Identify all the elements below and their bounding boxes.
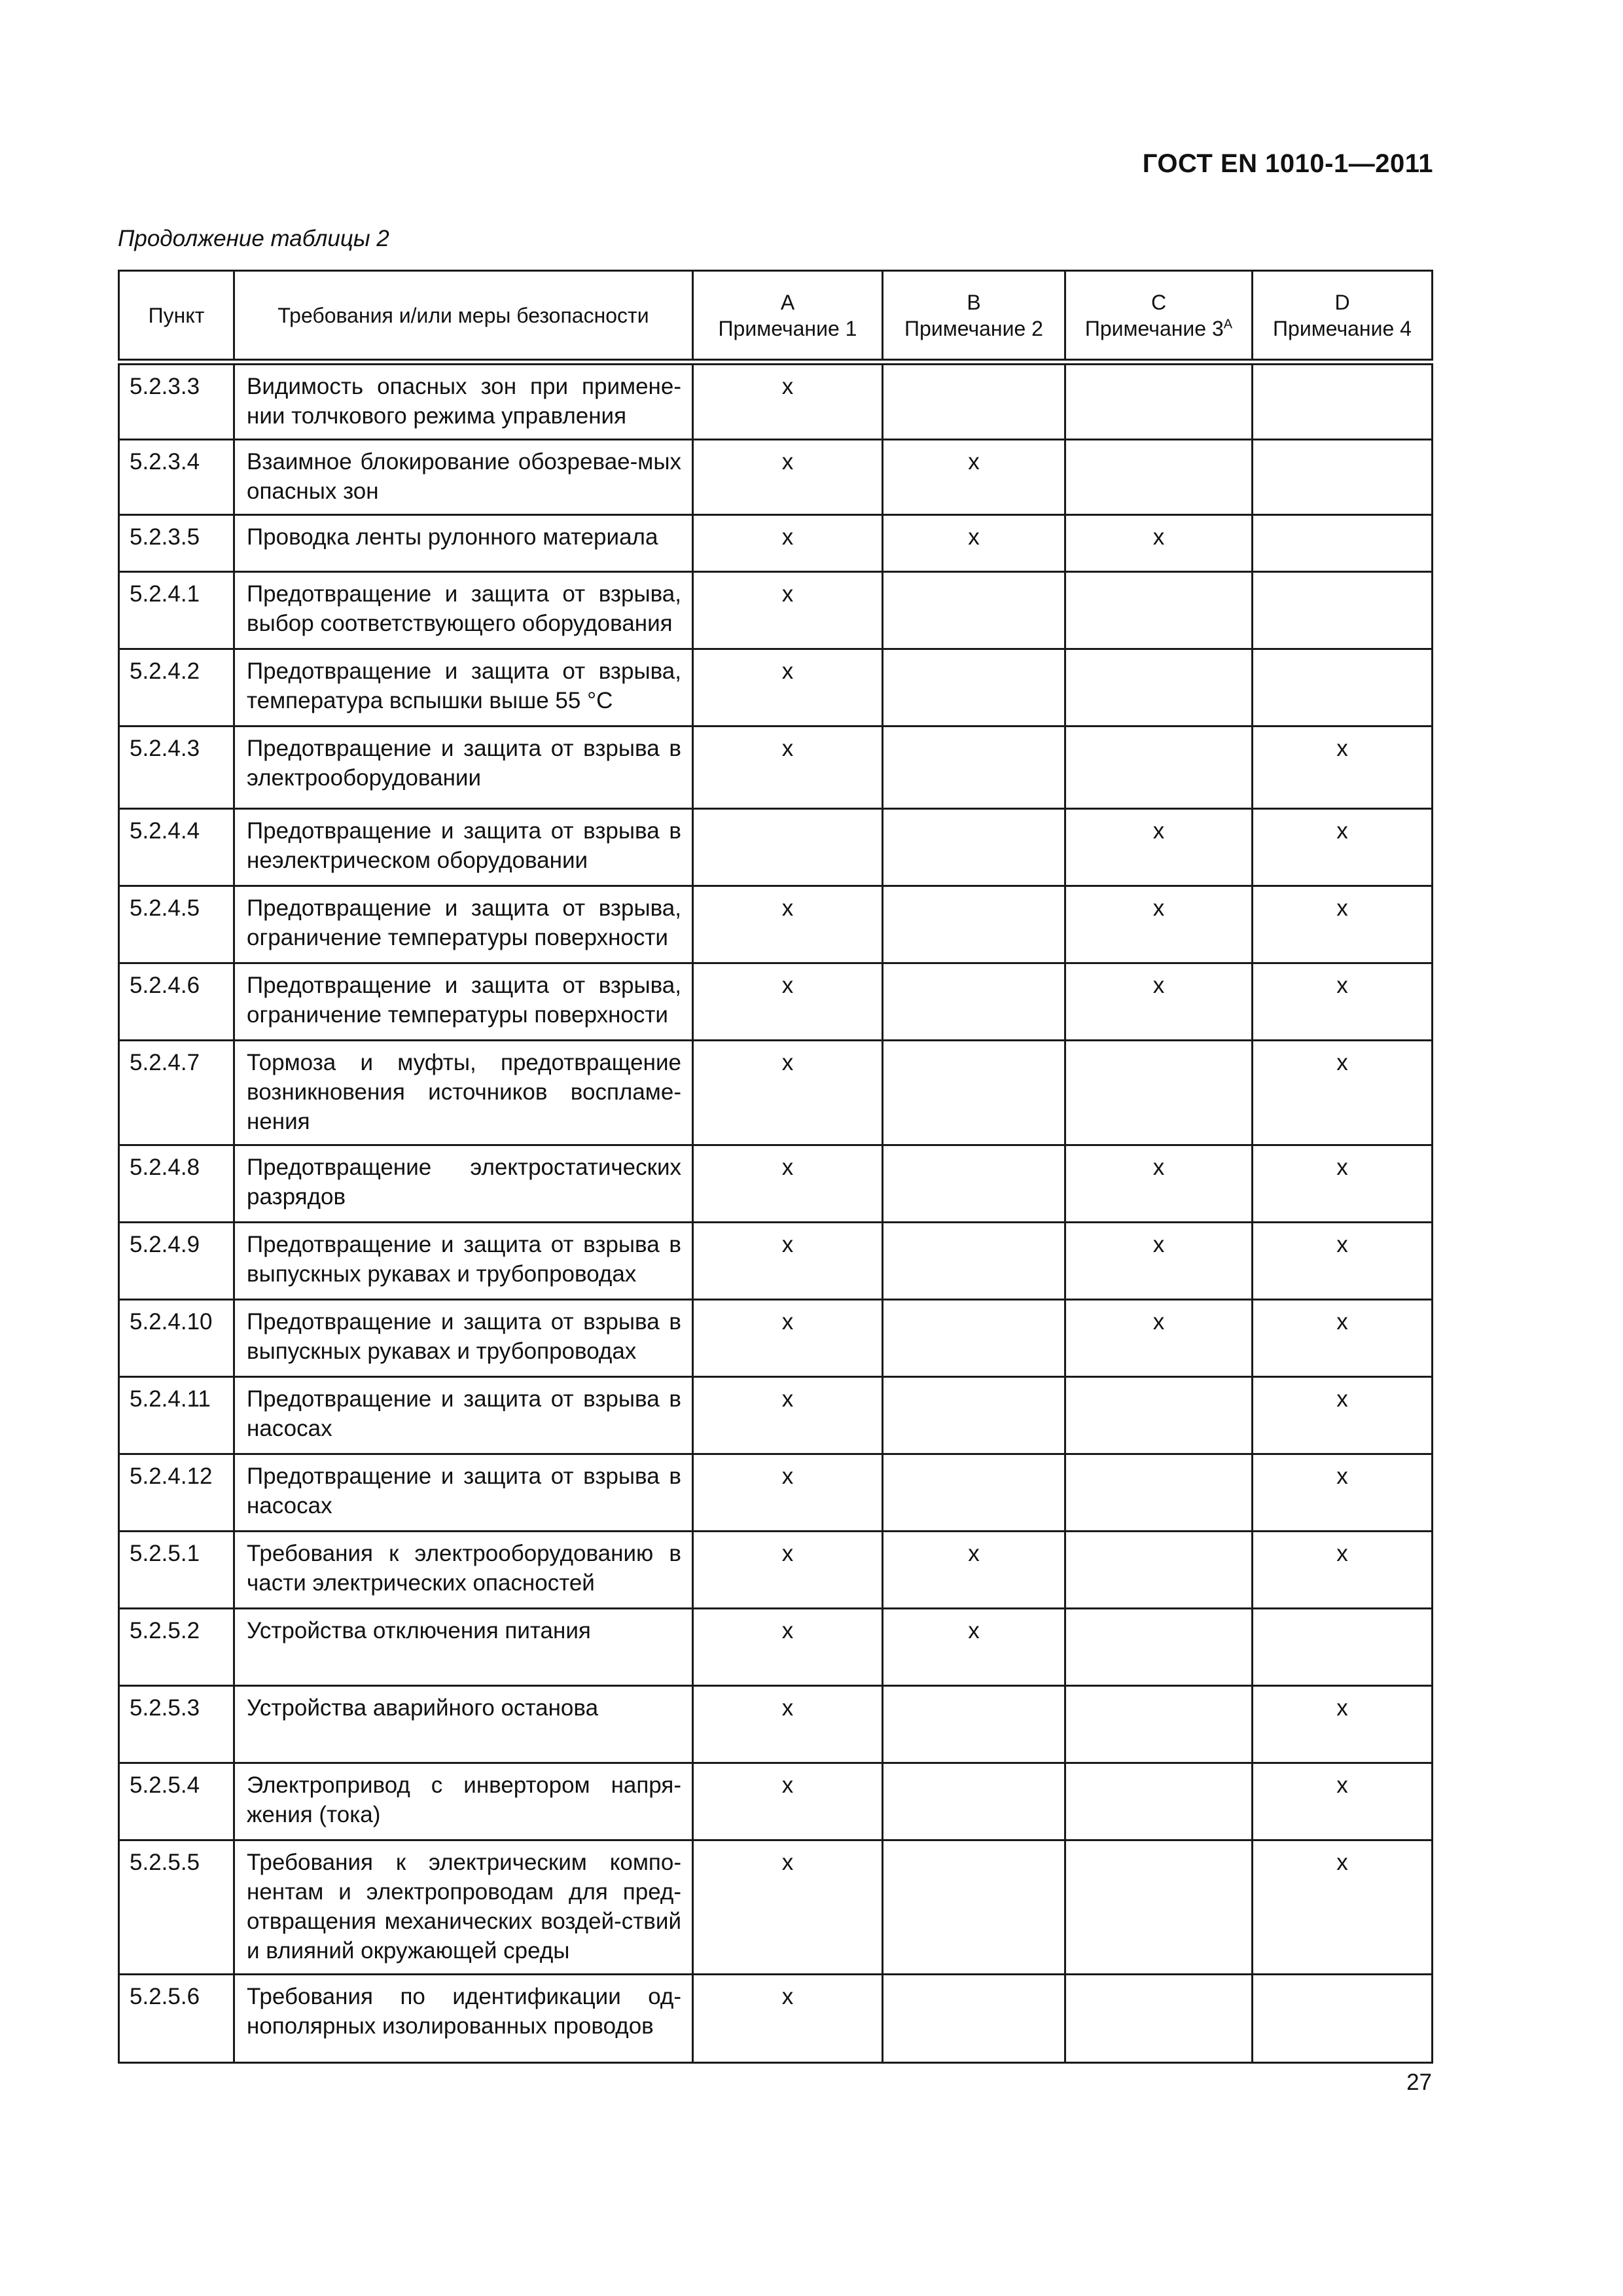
- requirement-cell: Взаимное блокирование обозревае-мых опасных зон: [234, 440, 693, 515]
- table-row: [119, 440, 1433, 515]
- clause-cell: 5.2.4.4: [119, 809, 234, 886]
- mark-cell-a: x: [693, 1609, 883, 1686]
- table-row: [119, 1532, 1433, 1609]
- mark-cell-b: [883, 1041, 1065, 1145]
- table-header-row: [119, 271, 1433, 363]
- header-col-b-note: Примечание 2: [904, 316, 1043, 340]
- table-row: [119, 726, 1433, 809]
- clause-cell: 5.2.5.6: [119, 1975, 234, 2063]
- table-row: [119, 963, 1433, 1041]
- mark-cell-a: x: [693, 1041, 883, 1145]
- mark-cell-c: x: [1065, 963, 1253, 1041]
- page-number: 27: [1406, 2070, 1432, 2095]
- requirement-cell: Требования к электрическим компо-нентам и электропроводам для пред-отвращения механических воздей-ствий и влияний окружающей среды: [234, 1840, 693, 1975]
- header-clause: Пункт: [119, 271, 234, 363]
- mark-cell-b: [883, 1145, 1065, 1223]
- requirement-cell: Предотвращение и защита от взрыва в насосах: [234, 1454, 693, 1532]
- table-row: [119, 1145, 1433, 1223]
- mark-cell-a: x: [693, 726, 883, 809]
- mark-cell-b: [883, 1300, 1065, 1377]
- header-col-c-superscript: A: [1223, 316, 1233, 331]
- mark-cell-a: x: [693, 1300, 883, 1377]
- mark-cell-a: x: [693, 649, 883, 726]
- mark-cell-a: x: [693, 1454, 883, 1532]
- table-row: [119, 1454, 1433, 1532]
- mark-cell-c: [1065, 1975, 1253, 2063]
- requirements-table: [118, 270, 1433, 2064]
- mark-cell-c: [1065, 572, 1253, 649]
- clause-cell: 5.2.4.12: [119, 1454, 234, 1532]
- table-row: [119, 809, 1433, 886]
- mark-cell-a: x: [693, 1840, 883, 1975]
- clause-cell: 5.2.5.4: [119, 1763, 234, 1840]
- header-col-a-letter: A: [780, 290, 795, 314]
- header-col-a-note: Примечание 1: [718, 316, 857, 340]
- mark-cell-c: [1065, 649, 1253, 726]
- mark-cell-d: [1253, 440, 1433, 515]
- clause-cell: 5.2.3.5: [119, 515, 234, 572]
- clause-cell: 5.2.5.3: [119, 1686, 234, 1763]
- mark-cell-b: [883, 809, 1065, 886]
- header-col-d-note: Примечание 4: [1273, 316, 1412, 340]
- mark-cell-a: x: [693, 1223, 883, 1300]
- mark-cell-c: [1065, 440, 1253, 515]
- mark-cell-a: [693, 809, 883, 886]
- mark-cell-d: x: [1253, 1763, 1433, 1840]
- clause-cell: 5.2.4.11: [119, 1377, 234, 1454]
- mark-cell-b: [883, 886, 1065, 963]
- mark-cell-c: x: [1065, 515, 1253, 572]
- header-col-d-letter: D: [1334, 290, 1350, 314]
- mark-cell-b: [883, 1377, 1065, 1454]
- mark-cell-d: [1253, 1609, 1433, 1686]
- table-body: [119, 362, 1433, 2063]
- mark-cell-a: x: [693, 886, 883, 963]
- requirement-cell: Требования по идентификации од-нополярных изолированных проводов: [234, 1975, 693, 2063]
- mark-cell-b: [883, 1840, 1065, 1975]
- mark-cell-b: x: [883, 1532, 1065, 1609]
- requirement-cell: Проводка ленты рулонного материала: [234, 515, 693, 572]
- table-row: [119, 649, 1433, 726]
- requirement-cell: Устройства аварийного останова: [234, 1686, 693, 1763]
- mark-cell-c: x: [1065, 886, 1253, 963]
- mark-cell-a: x: [693, 362, 883, 440]
- table-row: [119, 572, 1433, 649]
- header-col-c-letter: C: [1150, 290, 1167, 314]
- mark-cell-b: [883, 963, 1065, 1041]
- header-col-c-note: Примечание 3: [1084, 316, 1224, 340]
- mark-cell-c: [1065, 1686, 1253, 1763]
- table-row: [119, 515, 1433, 572]
- mark-cell-c: [1065, 1454, 1253, 1532]
- mark-cell-d: x: [1253, 809, 1433, 886]
- mark-cell-b: x: [883, 515, 1065, 572]
- clause-cell: 5.2.4.2: [119, 649, 234, 726]
- requirement-cell: Требования к электрооборудованию в части электрических опасностей: [234, 1532, 693, 1609]
- mark-cell-d: x: [1253, 726, 1433, 809]
- requirement-cell: Предотвращение и защита от взрыва, ограничение температуры поверхности: [234, 963, 693, 1041]
- header-requirements: Требования и/или меры безопасности: [234, 271, 693, 363]
- mark-cell-b: [883, 649, 1065, 726]
- requirement-cell: Электропривод с инвертором напря-жения (тока): [234, 1763, 693, 1840]
- mark-cell-c: x: [1065, 1145, 1253, 1223]
- requirement-cell: Предотвращение и защита от взрыва в выпускных рукавах и трубопроводах: [234, 1223, 693, 1300]
- clause-cell: 5.2.4.5: [119, 886, 234, 963]
- clause-cell: 5.2.4.3: [119, 726, 234, 809]
- header-col-b: [883, 271, 1065, 363]
- mark-cell-a: x: [693, 1686, 883, 1763]
- mark-cell-d: x: [1253, 1377, 1433, 1454]
- table-row: [119, 362, 1433, 440]
- mark-cell-d: x: [1253, 886, 1433, 963]
- mark-cell-b: [883, 362, 1065, 440]
- clause-cell: 5.2.3.3: [119, 362, 234, 440]
- header-col-b-letter: B: [967, 290, 981, 314]
- mark-cell-a: x: [693, 963, 883, 1041]
- table-row: [119, 1609, 1433, 1686]
- requirement-cell: Предотвращение электростатических разрядов: [234, 1145, 693, 1223]
- table-row: [119, 1223, 1433, 1300]
- table-caption: Продолжение таблицы 2: [118, 226, 389, 251]
- clause-cell: 5.2.4.7: [119, 1041, 234, 1145]
- requirement-cell: Устройства отключения питания: [234, 1609, 693, 1686]
- header-col-d: [1253, 271, 1433, 363]
- clause-cell: 5.2.5.5: [119, 1840, 234, 1975]
- document-standard-number: ГОСТ EN 1010-1—2011: [1142, 149, 1433, 178]
- mark-cell-a: x: [693, 440, 883, 515]
- mark-cell-d: x: [1253, 1223, 1433, 1300]
- header-col-c: [1065, 271, 1253, 363]
- mark-cell-c: [1065, 726, 1253, 809]
- mark-cell-d: x: [1253, 1686, 1433, 1763]
- requirement-cell: Тормоза и муфты, предотвращение возникновения источников воспламе-нения: [234, 1041, 693, 1145]
- mark-cell-a: x: [693, 1532, 883, 1609]
- table-row: [119, 1840, 1433, 1975]
- table-row: [119, 886, 1433, 963]
- mark-cell-c: [1065, 1377, 1253, 1454]
- requirement-cell: Предотвращение и защита от взрыва в насосах: [234, 1377, 693, 1454]
- mark-cell-c: [1065, 1532, 1253, 1609]
- requirement-cell: Предотвращение и защита от взрыва, выбор соответствующего оборудования: [234, 572, 693, 649]
- clause-cell: 5.2.4.6: [119, 963, 234, 1041]
- mark-cell-c: [1065, 1041, 1253, 1145]
- table-row: [119, 1763, 1433, 1840]
- mark-cell-d: [1253, 515, 1433, 572]
- mark-cell-a: x: [693, 1145, 883, 1223]
- mark-cell-b: [883, 1763, 1065, 1840]
- table-row: [119, 1041, 1433, 1145]
- mark-cell-b: [883, 1454, 1065, 1532]
- table-row: [119, 1975, 1433, 2063]
- clause-cell: 5.2.4.10: [119, 1300, 234, 1377]
- mark-cell-c: x: [1065, 809, 1253, 886]
- mark-cell-d: x: [1253, 1145, 1433, 1223]
- mark-cell-c: [1065, 1763, 1253, 1840]
- mark-cell-c: x: [1065, 1223, 1253, 1300]
- mark-cell-b: [883, 1975, 1065, 2063]
- mark-cell-d: x: [1253, 1454, 1433, 1532]
- mark-cell-c: [1065, 1840, 1253, 1975]
- mark-cell-a: x: [693, 572, 883, 649]
- mark-cell-b: [883, 1686, 1065, 1763]
- requirement-cell: Предотвращение и защита от взрыва в неэлектрическом оборудовании: [234, 809, 693, 886]
- mark-cell-b: [883, 1223, 1065, 1300]
- mark-cell-c: [1065, 362, 1253, 440]
- requirement-cell: Предотвращение и защита от взрыва, ограничение температуры поверхности: [234, 886, 693, 963]
- mark-cell-d: [1253, 1975, 1433, 2063]
- clause-cell: 5.2.3.4: [119, 440, 234, 515]
- mark-cell-a: x: [693, 1377, 883, 1454]
- mark-cell-b: x: [883, 1609, 1065, 1686]
- mark-cell-d: [1253, 362, 1433, 440]
- mark-cell-d: x: [1253, 963, 1433, 1041]
- mark-cell-a: x: [693, 1763, 883, 1840]
- mark-cell-c: [1065, 1609, 1253, 1686]
- mark-cell-b: x: [883, 440, 1065, 515]
- mark-cell-d: x: [1253, 1840, 1433, 1975]
- clause-cell: 5.2.4.9: [119, 1223, 234, 1300]
- table-row: [119, 1300, 1433, 1377]
- mark-cell-d: x: [1253, 1532, 1433, 1609]
- clause-cell: 5.2.4.1: [119, 572, 234, 649]
- mark-cell-d: x: [1253, 1041, 1433, 1145]
- mark-cell-c: x: [1065, 1300, 1253, 1377]
- table-row: [119, 1686, 1433, 1763]
- clause-cell: 5.2.5.1: [119, 1532, 234, 1609]
- requirement-cell: Предотвращение и защита от взрыва, температура вспышки выше 55 °C: [234, 649, 693, 726]
- requirement-cell: Видимость опасных зон при примене-нии толчкового режима управления: [234, 362, 693, 440]
- mark-cell-d: [1253, 649, 1433, 726]
- requirement-cell: Предотвращение и защита от взрыва в выпускных рукавах и трубопроводах: [234, 1300, 693, 1377]
- mark-cell-b: [883, 572, 1065, 649]
- header-col-a: [693, 271, 883, 363]
- clause-cell: 5.2.5.2: [119, 1609, 234, 1686]
- mark-cell-a: x: [693, 1975, 883, 2063]
- table-row: [119, 1377, 1433, 1454]
- mark-cell-d: x: [1253, 1300, 1433, 1377]
- mark-cell-b: [883, 726, 1065, 809]
- mark-cell-a: x: [693, 515, 883, 572]
- mark-cell-d: [1253, 572, 1433, 649]
- requirement-cell: Предотвращение и защита от взрыва в электрооборудовании: [234, 726, 693, 809]
- clause-cell: 5.2.4.8: [119, 1145, 234, 1223]
